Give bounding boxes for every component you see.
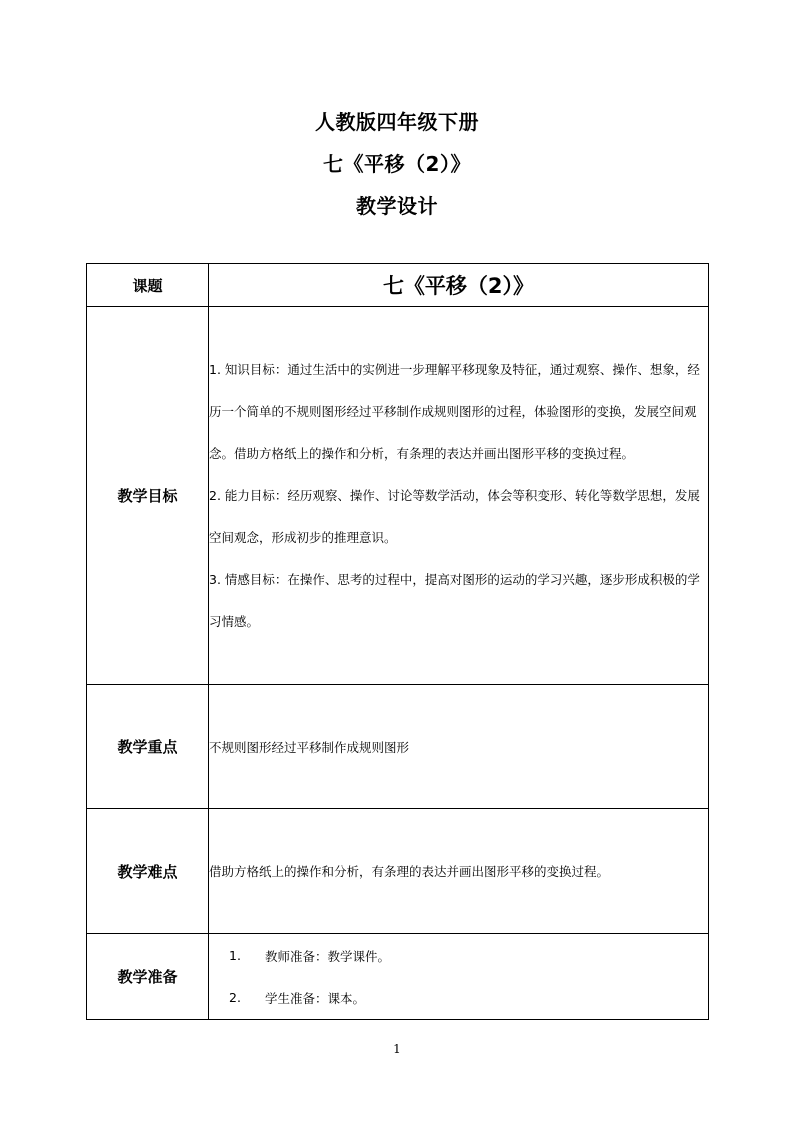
lesson-plan-table <box>86 263 709 1020</box>
table-row-difficulty <box>87 809 709 934</box>
goals-label: 教学目标 <box>87 307 209 685</box>
document-title-line-1: 人教版四年级下册 <box>315 110 479 134</box>
page-number: 1 <box>393 1042 401 1056</box>
document-title-line-3: 教学设计 <box>356 194 438 218</box>
table-row-preparation <box>87 934 709 1020</box>
difficulty-value: 借助方格纸上的操作和分析，有条理的表达并画出图形平移的变换过程。 <box>209 809 709 934</box>
preparation-item-number: 2. <box>229 990 241 1005</box>
goal-ability: 2. 能力目标：经历观察、操作、讨论等数学活动，体会等积变形、转化等数学思想，发展空间观念，形成初步的推理意识。 <box>209 487 700 545</box>
preparation-item <box>209 977 708 1019</box>
preparation-item <box>209 935 708 977</box>
preparation-label: 教学准备 <box>87 934 209 1020</box>
table-row-goals <box>87 307 709 685</box>
preparation-item-number: 1. <box>229 948 241 963</box>
topic-value: 七《平移（2）》 <box>209 264 709 307</box>
preparation-content <box>209 934 709 1020</box>
document-title-line-2: 七《平移（2）》 <box>323 152 471 176</box>
table-row-key-point <box>87 685 709 809</box>
goal-emotion: 3. 情感目标：在操作、思考的过程中，提高对图形的运动的学习兴趣，逐步形成积极的学习情感。 <box>209 571 700 629</box>
goal-knowledge: 1. 知识目标：通过生活中的实例进一步理解平移现象及特征，通过观察、操作、想象，经历一个简单的不规则图形经过平移制作成规则图形的过程，体验图形的变换，发展空间观念。借助方格纸上的操作和分析，有条理的表达并画出图形平移的变换过程。 <box>209 361 700 461</box>
key-point-label: 教学重点 <box>87 685 209 809</box>
topic-label: 课题 <box>87 264 209 307</box>
difficulty-label: 教学难点 <box>87 809 209 934</box>
goals-content <box>209 307 709 685</box>
table-row-topic <box>87 264 709 307</box>
preparation-item-text: 学生准备：课本。 <box>265 990 366 1006</box>
preparation-item-text: 教师准备：教学课件。 <box>265 948 391 964</box>
key-point-value: 不规则图形经过平移制作成规则图形 <box>209 685 709 809</box>
